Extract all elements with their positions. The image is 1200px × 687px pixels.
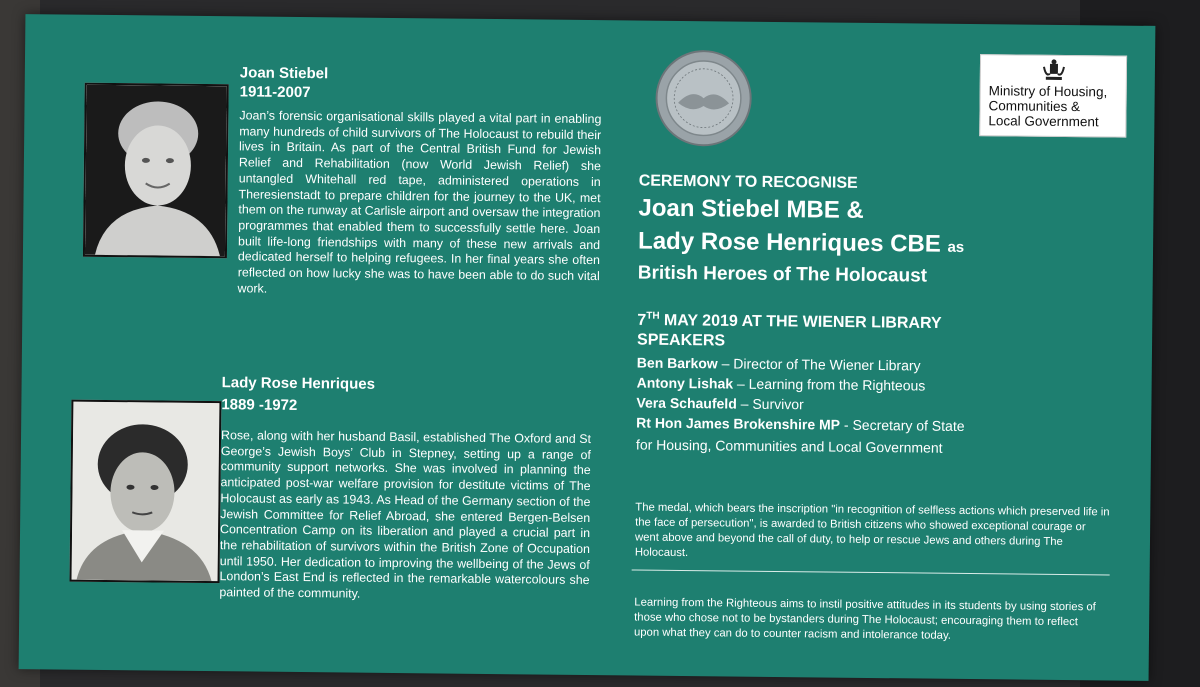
event-day-suffix: TH [646, 310, 660, 322]
speaker-role-continuation: for Housing, Communities and Local Government [635, 436, 943, 456]
ministry-name [988, 83, 1107, 129]
ceremony-label: CEREMONY TO RECOGNISE [638, 172, 858, 192]
ministry-line-2: Communities & [988, 98, 1081, 115]
royal-coat-of-arms-icon [1041, 59, 1067, 83]
speaker-separator: – [733, 375, 749, 392]
speaker-role: Director of The Wiener Library [733, 355, 921, 374]
speaker-name: Rt Hon James Brokenshire MP [636, 414, 841, 433]
honoree-as: as [947, 238, 965, 256]
portrait-rose-henriques [70, 400, 222, 584]
speaker-name: Ben Barkow [636, 354, 718, 372]
portrait-rose-henriques-image [72, 402, 220, 582]
speaker-separator: – [717, 355, 734, 372]
speaker-separator: - [839, 416, 853, 433]
person-name-rose: Lady Rose Henriques [221, 374, 376, 393]
person-years-rose: 1889 -1972 [221, 396, 298, 414]
bio-joan: Joan’s forensic organisational skills played a vital part in enabling many hundreds of child survivors of The Holocaust to rebuild their lives in Britain. As part of the Central British Fund for Jewish Relief and Rehabilitation (now World Jewish Relief) she untangled Whitehall red tape, administered operations in Theresienstadt to prepare children for the journey to the UK, met them on the runway at Carlisle airport and oversaw the integration programmes that enabled them to successfully settle here. Joan built life-long friendships with many of these new arrivals and dedicated herself to helping refugees. In her final years she often reflected on how lucky she was to have been able to do such vital work. [237, 108, 602, 296]
speaker-name: Antony Lishak [636, 374, 734, 392]
handshake-medal-icon [654, 49, 753, 148]
event-rest: MAY 2019 AT THE WIENER LIBRARY [659, 312, 942, 333]
ministry-line-3: Local Government [988, 113, 1099, 130]
speakers-heading: SPEAKERS [636, 331, 726, 350]
speaker-item [637, 375, 926, 394]
portrait-joan-stiebel-image [85, 85, 227, 256]
speaker-role: Secretary of State [852, 416, 965, 434]
speaker-role: Survivor [752, 395, 804, 413]
leaflet-card [19, 14, 1156, 681]
ceremony-subtitle: British Heroes of The Holocaust [637, 262, 928, 287]
speaker-item [636, 415, 965, 434]
bio-rose: Rose, along with her husband Basil, established The Oxford and St George’s Jewish Boys’ Club in Stepney, setting up a range of community support networks. She was involved in planning the anticipated post-war welfare provision for destitute victims of The Holocaust as early as 1943. As Head of the Germany section of the Jewish Committee for Relief Abroad, she entered Bergen-Belsen Concentration Camp on its liberation and played a crucial part in the rehabilitation of survivors within the British Zone of Occupation until 1950. Her dedication to improving the wellbeing of the Jews of London’s East End is reflected in the remarkable watercolours she painted of the community. [219, 428, 592, 601]
medal-description: The medal, which bears the inscription "in recognition of selfless actions which preserved life in the face of persecution", is awarded to British citizens who showed exceptional courage or went above and beyond the call of duty, to help or rescue Jews and others during The Holocaust. [634, 501, 1110, 560]
portrait-joan-stiebel [83, 83, 229, 258]
honoree-rose: Lady Rose Henriques CBE [637, 227, 941, 258]
speaker-name: Vera Schaufeld [636, 394, 737, 412]
person-name-joan: Joan Stiebel [239, 64, 329, 83]
ministry-line-1: Ministry of Housing, [988, 83, 1108, 100]
speaker-item [637, 355, 921, 374]
section-divider [632, 569, 1110, 575]
event-date [637, 311, 942, 334]
honoree-rose-line [638, 228, 964, 259]
speaker-item [636, 395, 803, 413]
learning-from-righteous-description: Learning from the Righteous aims to instil positive attitudes in its students by using stories of those who chose not to be bystanders during The Holocaust; encouraging them to reflect upon what they can do to counter racism and intolerance today. [633, 596, 1096, 642]
speaker-separator: – [736, 395, 753, 412]
ministry-logo-box [979, 54, 1127, 138]
person-years-joan: 1911-2007 [239, 83, 311, 102]
event-day: 7 [637, 311, 647, 329]
speaker-role: Learning from the Righteous [748, 375, 926, 394]
honoree-joan: Joan Stiebel MBE & [638, 194, 864, 224]
